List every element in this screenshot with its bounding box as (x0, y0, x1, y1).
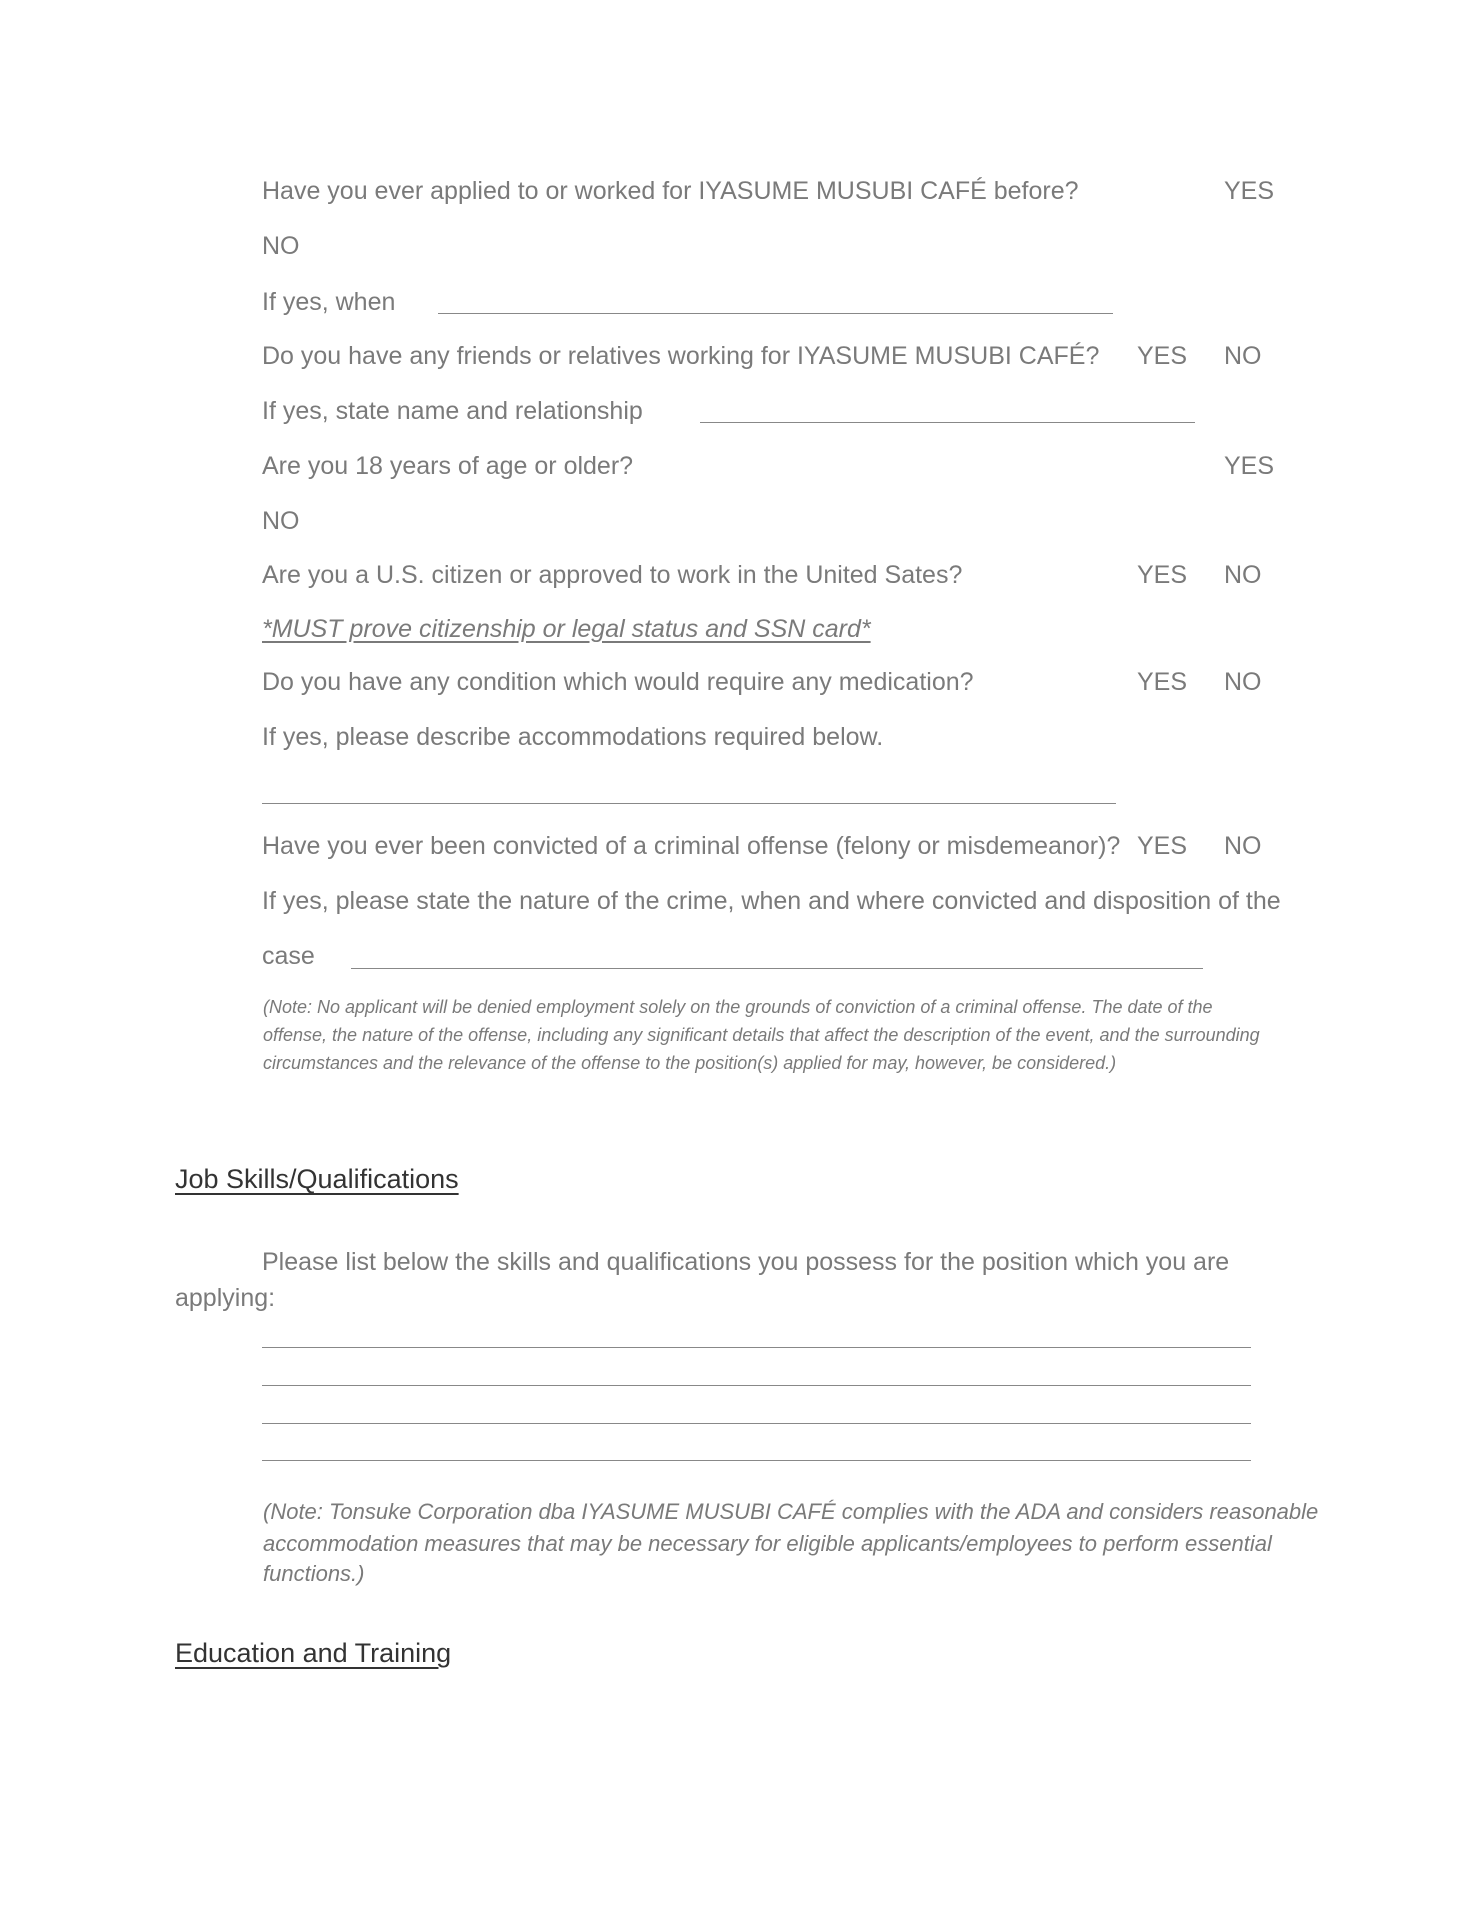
q1-no-option[interactable]: NO (262, 232, 300, 260)
criminal-note-line: (Note: No applicant will be denied employment solely on the grounds of conviction of a criminal offense. The date of the (263, 997, 1213, 1017)
q6-followup-case-label: case (262, 942, 315, 970)
criminal-note-line: offense, the nature of the offense, including any significant details that affect the description of the event, and the surrounding (263, 1025, 1260, 1045)
q1-yes-option[interactable]: YES (1224, 177, 1275, 205)
ada-note-line: functions.) (263, 1561, 365, 1586)
skills-input-line[interactable] (262, 1347, 1251, 1348)
question-friends-relatives: Do you have any friends or relatives working for IYASUME MUSUBI CAFÉ? (262, 342, 1100, 370)
q6-followup-label: If yes, please state the nature of the crime, when and where convicted and disposition of the (262, 887, 1281, 915)
skills-prompt: Please list below the skills and qualifications you possess for the position which you are (262, 1248, 1230, 1276)
skills-prompt-continued: applying: (175, 1284, 276, 1312)
q5-followup-label: If yes, please describe accommodations required below. (262, 723, 884, 751)
q4-yes-option[interactable]: YES (1137, 561, 1188, 589)
citizenship-note: *MUST prove citizenship or legal status and SSN card* (262, 615, 871, 643)
question-citizenship: Are you a U.S. citizen or approved to work in the United Sates? (262, 561, 963, 589)
q3-yes-option[interactable]: YES (1224, 452, 1275, 480)
q5-no-option[interactable]: NO (1224, 668, 1262, 696)
name-relationship-input-line[interactable] (700, 422, 1195, 423)
q5-yes-option[interactable]: YES (1137, 668, 1188, 696)
q6-yes-option[interactable]: YES (1137, 832, 1188, 860)
when-input-line[interactable] (438, 313, 1113, 314)
criminal-note-line: circumstances and the relevance of the offense to the position(s) applied for may, however, be considered.) (263, 1053, 1117, 1073)
skills-input-line[interactable] (262, 1423, 1251, 1424)
question-prior-employment: Have you ever applied to or worked for IYASUME MUSUBI CAFÉ before? (262, 177, 1079, 205)
ada-note-line: (Note: Tonsuke Corporation dba IYASUME MUSUBI CAFÉ complies with the ADA and considers reasonable (263, 1499, 1319, 1524)
q3-no-option[interactable]: NO (262, 507, 300, 535)
question-criminal: Have you ever been convicted of a criminal offense (felony or misdemeanor)? (262, 832, 1121, 860)
accommodations-input-line[interactable] (262, 803, 1116, 804)
skills-input-line[interactable] (262, 1385, 1251, 1386)
question-medication: Do you have any condition which would require any medication? (262, 668, 974, 696)
q2-followup-label: If yes, state name and relationship (262, 397, 643, 425)
q2-yes-option[interactable]: YES (1137, 342, 1188, 370)
q6-no-option[interactable]: NO (1224, 832, 1262, 860)
skills-input-line[interactable] (262, 1460, 1251, 1461)
q1-followup-label: If yes, when (262, 288, 396, 316)
ada-note-line: accommodation measures that may be necessary for eligible applicants/employees to perform essential (263, 1531, 1272, 1556)
question-age: Are you 18 years of age or older? (262, 452, 634, 480)
case-input-line[interactable] (351, 968, 1203, 969)
q4-no-option[interactable]: NO (1224, 561, 1262, 589)
section-heading-job-skills: Job Skills/Qualifications (175, 1164, 459, 1194)
section-heading-education: Education and Training (175, 1638, 452, 1668)
q2-no-option[interactable]: NO (1224, 342, 1262, 370)
